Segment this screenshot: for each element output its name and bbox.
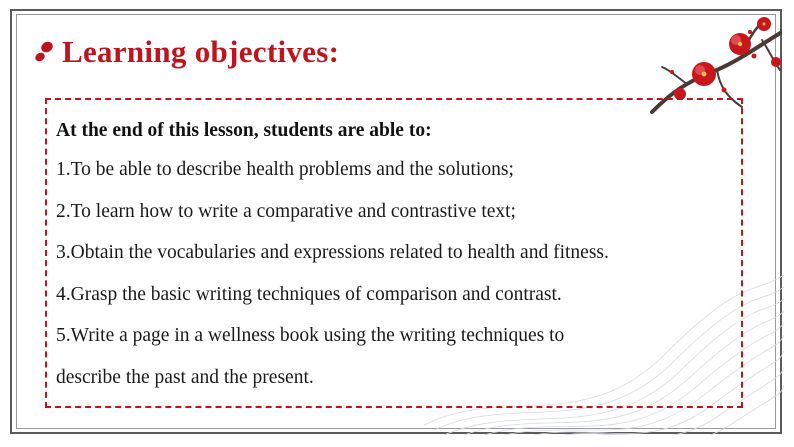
objective-item: 3.Obtain the vocabularies and expressions related to health and fitness. (56, 242, 609, 263)
objective-item: 2.To learn how to write a comparative and contrastive text; (56, 200, 516, 222)
objective-item: 1.To be able to describe health problems and the solutions; (56, 159, 514, 180)
red-petal-bullet-icon (32, 39, 56, 65)
slide-title: Learning objectives: (62, 34, 340, 69)
title-row (32, 34, 339, 70)
objective-item: 4.Grasp the basic writing techniques of comparison and contrast. (56, 283, 562, 305)
objectives-list (56, 113, 736, 398)
objective-item-continuation: describe the past and the present. (56, 366, 314, 388)
objective-item: 5.Write a page in a wellness book using the writing techniques to (56, 325, 565, 346)
objectives-intro: At the end of this lesson, students are able to: (56, 120, 432, 141)
